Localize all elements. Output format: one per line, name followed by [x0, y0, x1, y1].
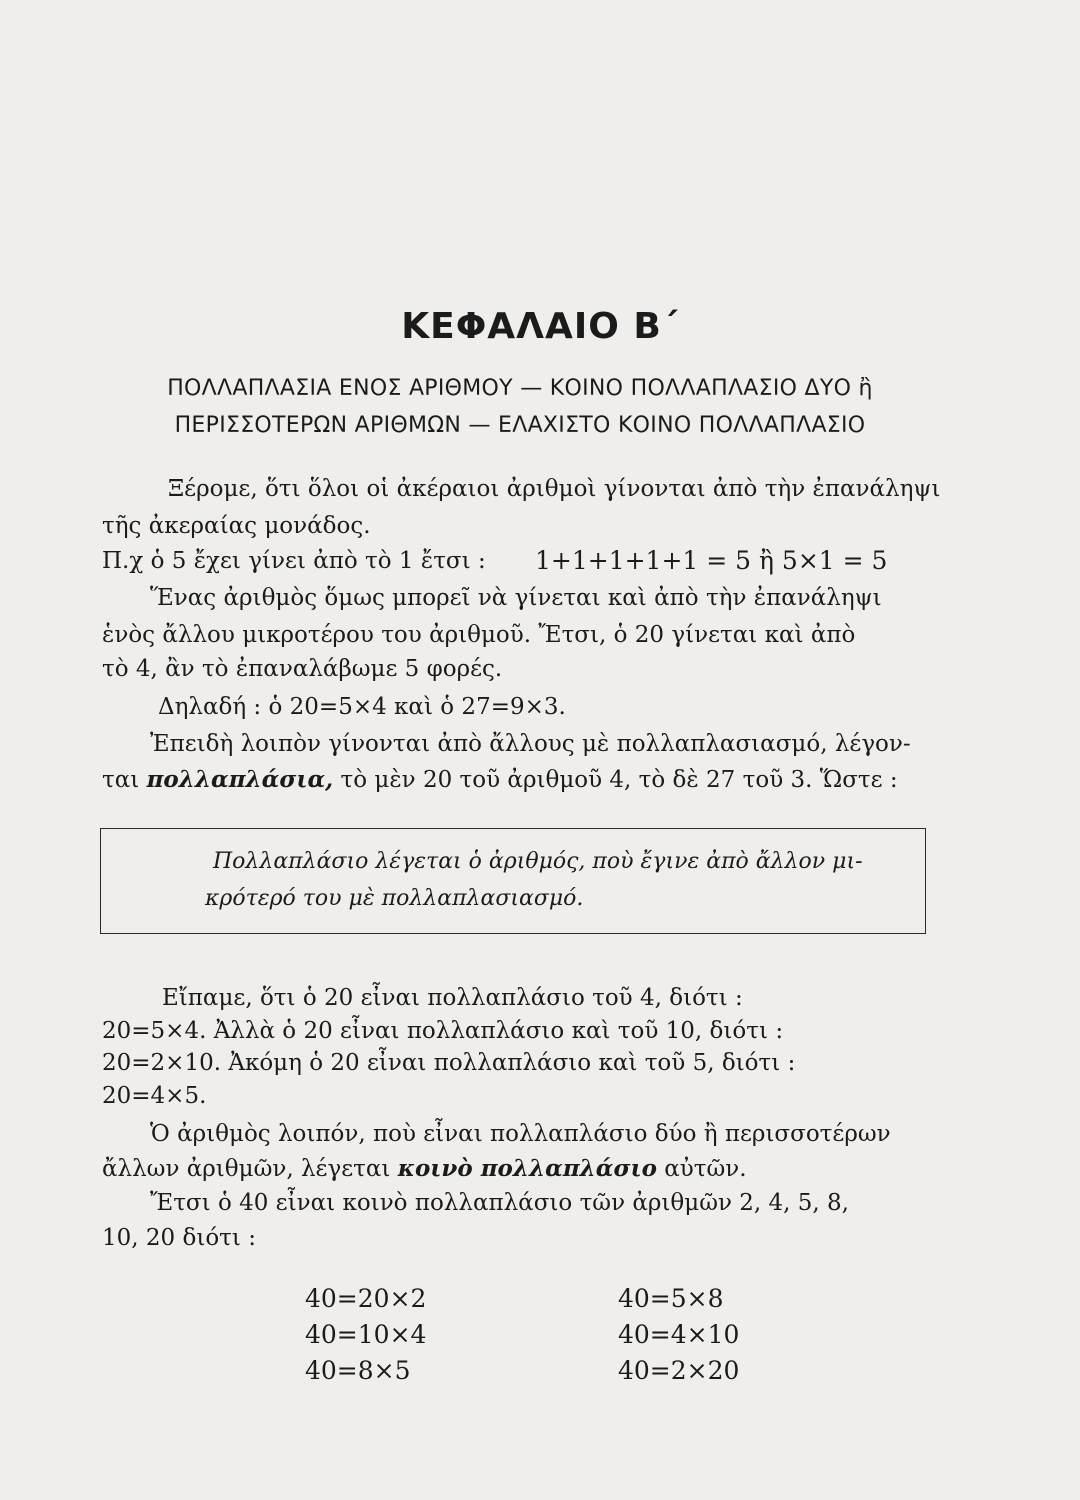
paragraph1-line2: τῆς ἀκεραίας μονάδος.: [102, 513, 371, 539]
example1-text: Π.χ ὁ 5 ἔχει γίνει ἀπὸ τὸ 1 ἔτσι :: [102, 548, 486, 574]
definition-line1: Πολλαπλάσιο λέγεται ὁ ἀριθμός, ποὺ ἔγινε ἀπὸ ἄλλον μι-: [213, 849, 863, 874]
paragraph3-line1: Ἐπειδὴ λοιπὸν γίνονται ἀπὸ ἄλλους μὲ πολλαπλασιασμό, λέγον-: [150, 731, 911, 757]
paragraph5-line2-end: αὐτῶν.: [664, 1156, 747, 1182]
equation-left-2: 40=10×4: [305, 1320, 427, 1349]
equation-right-1: 40=5×8: [618, 1284, 724, 1313]
paragraph4-line3: 20=2×10. Ἀκόμη ὁ 20 εἶναι πολλαπλάσιο καὶ τοῦ 5, διότι :: [102, 1050, 796, 1076]
definition-line2: κρότερό του μὲ πολλαπλασιασμό.: [205, 886, 584, 911]
example2-text: Δηλαδή : ὁ 20=5×4 καὶ ὁ 27=9×3.: [158, 694, 566, 720]
paragraph4-line4: 20=4×5.: [102, 1083, 207, 1109]
paragraph4-line2: 20=5×4. Ἀλλὰ ὁ 20 εἶναι πολλαπλάσιο καὶ τοῦ 10, διότι :: [102, 1018, 784, 1044]
paragraph1-line1: Ξέρομε, ὅτι ὅλοι οἱ ἀκέραιοι ἀριθμοὶ γίνονται ἀπὸ τὴν ἐπανάληψι: [168, 476, 941, 502]
paragraph5-line2: [102, 1155, 747, 1182]
term-koino-pollaplasio: κοινὸ πολλαπλάσιο: [397, 1155, 657, 1182]
paragraph5-line2-start: ἄλλων ἀριθμῶν, λέγεται: [102, 1156, 391, 1182]
equation-right-2: 40=4×10: [618, 1320, 740, 1349]
chapter-subtitle-line1: ΠΟΛΛΑΠΛΑΣΙΑ ΕΝΟΣ ΑΡΙΘΜΟΥ — ΚΟΙΝΟ ΠΟΛΛΑΠΛΑΣΙΟ ΔΥΟ ἢ: [167, 376, 873, 401]
paragraph6-line1: Ἔτσι ὁ 40 εἶναι κοινὸ πολλαπλάσιο τῶν ἀριθμῶν 2, 4, 5, 8,: [150, 1190, 849, 1216]
paragraph2-line3: τὸ 4, ἂν τὸ ἐπαναλάβωμε 5 φορές.: [102, 656, 503, 682]
equation-left-3: 40=8×5: [305, 1356, 411, 1385]
example1-formula: 1+1+1+1+1 = 5 ἢ 5×1 = 5: [535, 546, 888, 575]
equation-right-3: 40=2×20: [618, 1356, 740, 1385]
chapter-subtitle-line2: ΠΕΡΙΣΣΟΤΕΡΩΝ ΑΡΙΘΜΩΝ — ΕΛΑΧΙΣΤΟ ΚΟΙΝΟ ΠΟΛΛΑΠΛΑΣΙΟ: [174, 413, 866, 438]
equation-left-1: 40=20×2: [305, 1284, 427, 1313]
paragraph3-line2-end: τὸ μὲν 20 τοῦ ἀριθμοῦ 4, τὸ δὲ 27 τοῦ 3. Ὥστε :: [340, 767, 898, 793]
paragraph3-line2-start: ται: [102, 767, 140, 793]
term-pollaplasia: πολλαπλάσια,: [146, 766, 334, 793]
paragraph3-line2: [102, 766, 898, 793]
chapter-title: ΚΕΦΑΛΑΙΟ Β΄: [401, 306, 679, 347]
paragraph2-line2: ἑνὸς ἄλλου μικροτέρου του ἀριθμοῦ. Ἔτσι, ὁ 20 γίνεται καὶ ἀπὸ: [102, 622, 856, 648]
paragraph2-line1: Ἕνας ἀριθμὸς ὅμως μπορεῖ νὰ γίνεται καὶ ἀπὸ τὴν ἐπανάληψι: [150, 585, 882, 611]
paragraph5-line1: Ὁ ἀριθμὸς λοιπόν, ποὺ εἶναι πολλαπλάσιο δύο ἢ περισσοτέρων: [150, 1121, 891, 1147]
definition-box: [100, 828, 926, 934]
paragraph4-line1: Εἴπαμε, ὅτι ὁ 20 εἶναι πολλαπλάσιο τοῦ 4, διότι :: [162, 985, 743, 1011]
paragraph6-line2: 10, 20 διότι :: [102, 1225, 256, 1251]
